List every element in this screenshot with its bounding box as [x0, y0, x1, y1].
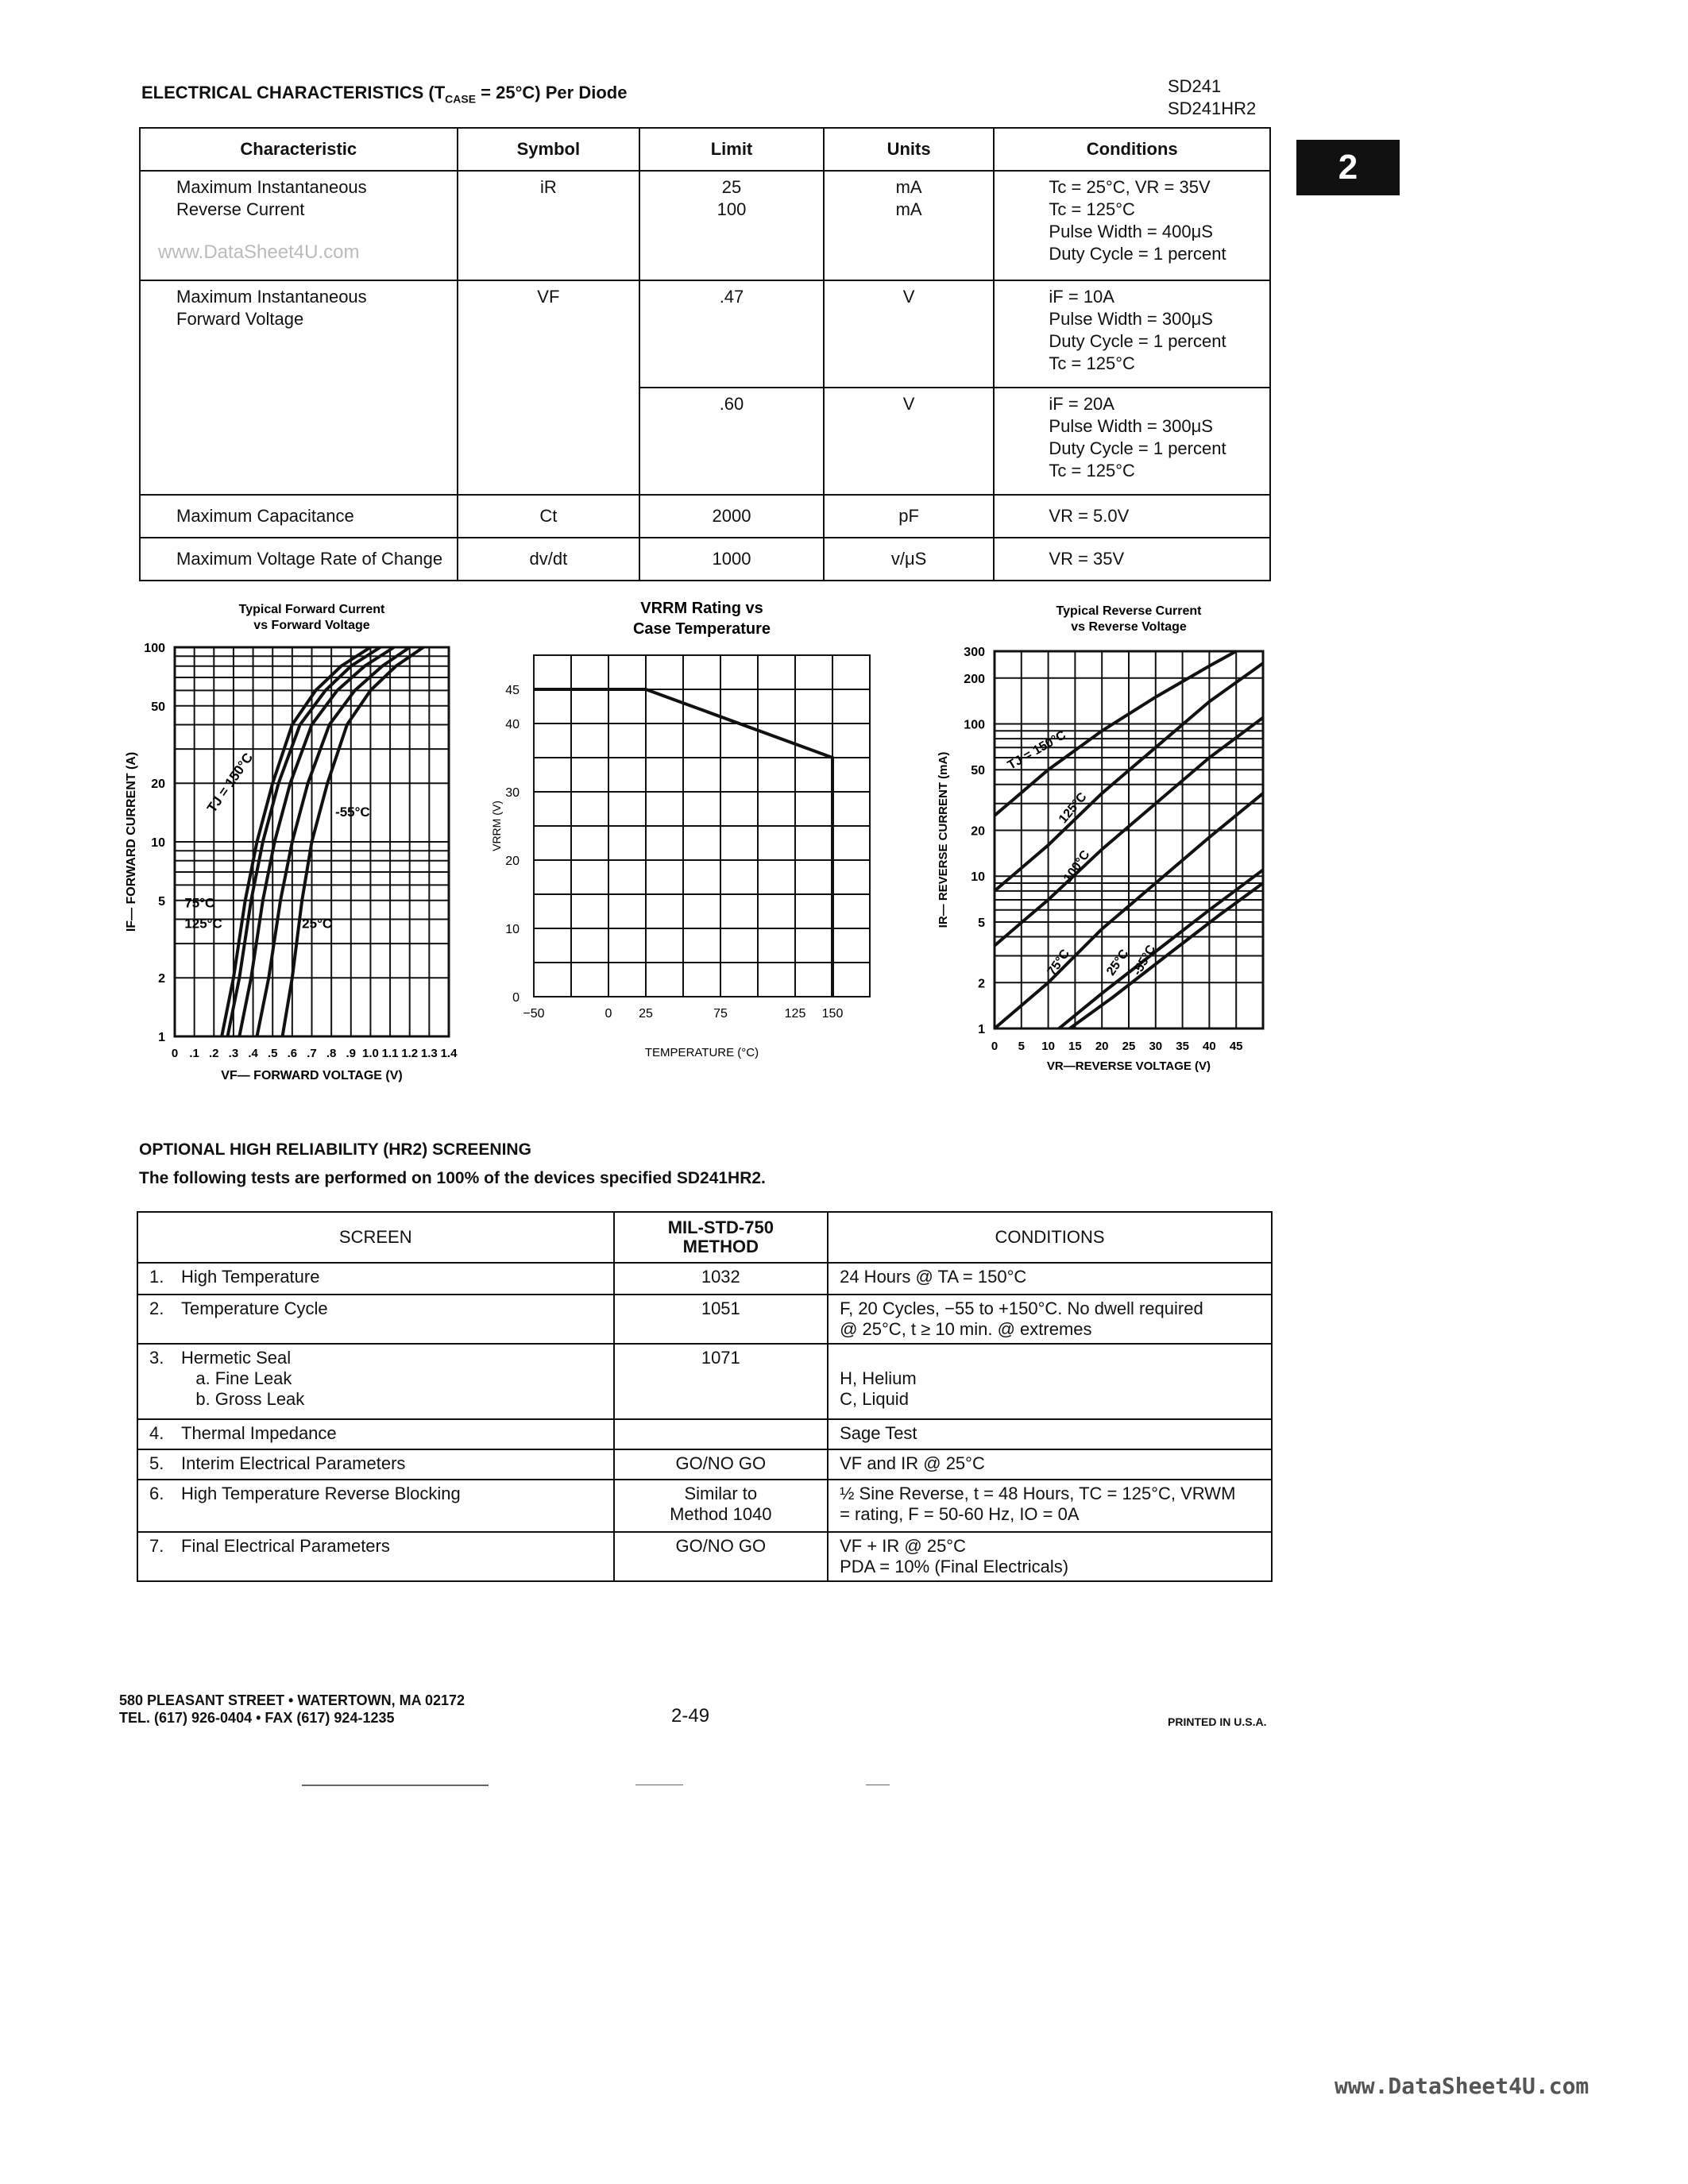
row-number: 7.: [149, 1536, 164, 1556]
x-tick-label: 15: [1068, 1040, 1082, 1053]
x-tick-label: 25: [1122, 1040, 1136, 1053]
cell-symbol: dv/dt: [458, 538, 640, 581]
cell-conditions: VF and IR @ 25°C: [828, 1449, 1272, 1480]
watermark-top: www.DataSheet4U.com: [158, 241, 360, 263]
y-tick-label: 40: [505, 718, 520, 731]
x-tick-label: 1.4: [440, 1047, 458, 1060]
forward-current-chart: [119, 596, 485, 1104]
cell-conditions: ½ Sine Reverse, t = 48 Hours, TC = 125°C, VRWM = rating, F = 50-60 Hz, IO = 0A: [828, 1480, 1272, 1532]
cell-conditions: Tc = 25°C, VR = 35V Tc = 125°C Pulse Width = 400μS Duty Cycle = 1 percent: [994, 171, 1270, 280]
x-tick-label: −50: [523, 1007, 545, 1021]
cell-conditions: 24 Hours @ TA = 150°C: [828, 1263, 1272, 1295]
table-row: [137, 1344, 1272, 1419]
cell-units: pF: [824, 495, 995, 538]
chart-title: Case Temperature: [632, 620, 771, 638]
cell-conditions: VR = 5.0V: [994, 495, 1270, 538]
curve-annotation: -55°C: [335, 805, 370, 820]
cell-limit: 2000: [639, 495, 824, 538]
table-row: [137, 1449, 1272, 1480]
chart-title: vs Reverse Voltage: [1071, 620, 1187, 634]
x-tick-label: 1.0: [361, 1047, 379, 1060]
y-tick-label: 2: [978, 977, 985, 991]
header-conditions: CONDITIONS: [828, 1212, 1272, 1263]
footer-address: 580 PLEASANT STREET • WATERTOWN, MA 02172: [119, 1692, 465, 1708]
table-row: [140, 280, 1270, 388]
bottom-rule: [302, 1785, 489, 1786]
x-tick-label: 0: [991, 1040, 999, 1053]
y-tick-label: 20: [971, 824, 985, 839]
x-tick-label: 20: [1095, 1040, 1109, 1053]
x-tick-label: 75: [713, 1007, 728, 1021]
x-tick-label: 25: [639, 1007, 653, 1021]
row-number: 2.: [149, 1298, 164, 1318]
y-tick-label: 200: [964, 672, 985, 686]
y-tick-label: 20: [151, 778, 165, 792]
y-tick-label: 50: [151, 700, 165, 714]
cell-method: GO/NO GO: [614, 1532, 829, 1581]
curve-annotation: 125°C: [1056, 790, 1090, 827]
x-tick-label: 30: [1149, 1040, 1163, 1053]
cell-limit: 1000: [639, 538, 824, 581]
cell-screen: [137, 1532, 614, 1581]
y-tick-label: 1: [978, 1023, 985, 1036]
cell-limit: .47: [639, 280, 824, 388]
part-numbers: [1168, 75, 1256, 120]
series-line: [995, 651, 1236, 816]
curve-annotation: TJ = 150°C: [203, 750, 257, 816]
curve-annotation: 25°C: [1104, 947, 1132, 978]
y-tick-label: 20: [505, 855, 520, 868]
row-number: 6.: [149, 1484, 164, 1503]
curve-annotation: 100°C: [1060, 847, 1093, 886]
vrrm-rating-chart: [485, 596, 898, 1128]
y-axis-label: VRRM (V): [490, 801, 503, 851]
chart-title: Typical Reverse Current: [1056, 604, 1202, 618]
cell-screen: [137, 1449, 614, 1480]
cell-symbol: VF: [458, 280, 640, 495]
row-number: 5.: [149, 1453, 164, 1473]
cell-conditions: iF = 20A Pulse Width = 300μS Duty Cycle = 1 percent Tc = 125°C: [994, 388, 1270, 495]
header-screen: SCREEN: [137, 1212, 614, 1263]
cell-method: 1032: [614, 1263, 829, 1295]
cell-method: GO/NO GO: [614, 1449, 829, 1480]
x-tick-label: .5: [267, 1047, 278, 1060]
table-row: [140, 495, 1270, 538]
header-method: MIL-STD-750 METHOD: [614, 1212, 829, 1263]
chart-title: Typical Forward Current: [238, 603, 385, 616]
chart-title: vs Forward Voltage: [253, 619, 370, 632]
curve-annotation: 125°C: [184, 916, 222, 932]
header-conditions: Conditions: [994, 128, 1270, 171]
x-axis-label: VR—REVERSE VOLTAGE (V): [1046, 1059, 1211, 1073]
x-axis-label: TEMPERATURE (°C): [644, 1046, 759, 1059]
cell-screen: [137, 1419, 614, 1449]
y-tick-label: 1: [158, 1031, 165, 1044]
cell-units: V: [824, 280, 995, 388]
row-number: 4.: [149, 1423, 164, 1443]
table-row: [137, 1419, 1272, 1449]
screening-table: [137, 1211, 1273, 1582]
electrical-characteristics-table: [139, 127, 1271, 581]
table-row: [140, 538, 1270, 581]
cell-characteristic: Maximum Capacitance: [140, 495, 458, 538]
cell-screen: [137, 1295, 614, 1344]
cell-units: mA mA: [824, 171, 995, 280]
part-number-2: SD241HR2: [1168, 98, 1257, 118]
y-axis-label: IR— REVERSE CURRENT (mA): [937, 751, 950, 928]
curve-annotation: -55°C: [1130, 943, 1159, 978]
printed-in-usa: PRINTED IN U.S.A.: [1168, 1715, 1267, 1728]
screen-name: High Temperature Reverse Blocking: [181, 1484, 461, 1503]
y-tick-label: 100: [964, 718, 985, 732]
page-number: 2-49: [671, 1705, 710, 1727]
cell-conditions: Sage Test: [828, 1419, 1272, 1449]
cell-symbol: Ct: [458, 495, 640, 538]
y-tick-label: 45: [505, 684, 520, 697]
x-tick-label: 1.3: [420, 1047, 438, 1060]
x-tick-label: 125: [784, 1007, 806, 1021]
cell-characteristic: Maximum Voltage Rate of Change: [140, 538, 458, 581]
table-row: [137, 1295, 1272, 1344]
header-symbol: Symbol: [458, 128, 640, 171]
cell-screen: [137, 1480, 614, 1532]
y-tick-label: 5: [978, 916, 985, 930]
part-number-1: SD241: [1168, 76, 1222, 96]
row-number: 1.: [149, 1267, 164, 1287]
y-tick-label: 50: [971, 764, 985, 778]
y-tick-label: 10: [971, 870, 985, 885]
x-axis-label: VF— FORWARD VOLTAGE (V): [221, 1069, 403, 1082]
row-number: 3.: [149, 1348, 164, 1368]
cell-method: [614, 1419, 829, 1449]
x-tick-label: 45: [1229, 1040, 1243, 1053]
cell-method: 1071: [614, 1344, 829, 1419]
cell-symbol: iR: [458, 171, 640, 280]
y-tick-label: 100: [144, 642, 165, 655]
footer-address-block: [119, 1692, 465, 1727]
y-tick-label: 5: [158, 894, 165, 909]
cell-conditions: VF + IR @ 25°C PDA = 10% (Final Electricals): [828, 1532, 1272, 1581]
section-tab: 2: [1296, 140, 1400, 195]
x-tick-label: 1.2: [401, 1047, 419, 1060]
curve-annotation: 75°C: [1045, 947, 1073, 978]
series-line: [1059, 870, 1263, 1028]
screening-subtitle: The following tests are performed on 100% of the devices specified SD241HR2.: [139, 1169, 766, 1187]
table-row: [137, 1263, 1272, 1295]
screen-name: Interim Electrical Parameters: [181, 1453, 406, 1473]
screen-name: Final Electrical Parameters: [181, 1536, 390, 1556]
cell-conditions: VR = 35V: [994, 538, 1270, 581]
cell-screen: [137, 1344, 614, 1419]
page-header-title: ELECTRICAL CHARACTERISTICS $(T_{CASE} = 25^\circ C)$ Per Diode: [141, 83, 628, 106]
x-tick-label: .6: [287, 1047, 298, 1060]
table-row: [140, 171, 1270, 280]
y-tick-label: 0: [512, 991, 520, 1005]
cell-conditions: H, Helium C, Liquid: [828, 1344, 1272, 1419]
curve-annotation: 25°C: [302, 916, 333, 932]
x-tick-label: .9: [346, 1047, 357, 1060]
curve-annotation: TJ = 150°C: [1005, 728, 1068, 773]
screen-name: Temperature Cycle: [181, 1298, 328, 1318]
y-tick-label: 30: [505, 786, 520, 800]
header-limit: Limit: [639, 128, 824, 171]
header-characteristic: Characteristic: [140, 128, 458, 171]
x-tick-label: .4: [248, 1047, 258, 1060]
cell-characteristic: Maximum Instantaneous Forward Voltage: [140, 280, 458, 495]
table-header-row: [140, 128, 1270, 171]
y-tick-label: 2: [158, 972, 165, 986]
chart-title: VRRM Rating vs: [640, 600, 763, 617]
cell-units: v/μS: [824, 538, 995, 581]
y-tick-label: 10: [505, 923, 520, 936]
x-tick-label: 0: [171, 1047, 179, 1060]
x-tick-label: .2: [209, 1047, 219, 1060]
screen-name: High Temperature: [181, 1267, 320, 1287]
x-tick-label: .1: [189, 1047, 199, 1060]
watermark-bottom: www.DataSheet4U.com: [1335, 2073, 1590, 2099]
x-tick-label: 1.1: [381, 1047, 399, 1060]
y-axis-label: IF— FORWARD CURRENT (A): [125, 751, 138, 932]
x-tick-label: .7: [307, 1047, 317, 1060]
screen-name: Hermetic Seal a. Fine Leak b. Gross Leak: [181, 1348, 305, 1409]
table-row: [137, 1480, 1272, 1532]
screen-name: Thermal Impedance: [181, 1423, 337, 1443]
screening-title: OPTIONAL HIGH RELIABILITY (HR2) SCREENING: [139, 1140, 531, 1159]
reverse-current-chart: [929, 596, 1279, 1088]
cell-limit: 25 100: [639, 171, 824, 280]
x-tick-label: 5: [1018, 1040, 1025, 1053]
table-row: [137, 1532, 1272, 1581]
cell-conditions: F, 20 Cycles, −55 to +150°C. No dwell required @ 25°C, t ≥ 10 min. @ extremes: [828, 1295, 1272, 1344]
x-tick-label: 35: [1176, 1040, 1189, 1053]
x-tick-label: 150: [821, 1007, 844, 1021]
cell-conditions: iF = 10A Pulse Width = 300μS Duty Cycle = 1 percent Tc = 125°C: [994, 280, 1270, 388]
header-units: Units: [824, 128, 995, 171]
x-tick-label: .3: [228, 1047, 239, 1060]
cell-limit: .60: [639, 388, 824, 495]
cell-characteristic: Maximum Instantaneous Reverse Current: [176, 177, 367, 219]
cell-method: 1051: [614, 1295, 829, 1344]
curve-annotation: 75°C: [184, 895, 215, 911]
y-tick-label: 300: [964, 646, 985, 659]
table-header-row: [137, 1212, 1272, 1263]
cell-units: V: [824, 388, 995, 495]
cell-method: Similar to Method 1040: [614, 1480, 829, 1532]
x-tick-label: 40: [1203, 1040, 1216, 1053]
y-tick-label: 10: [151, 836, 165, 850]
x-tick-label: 10: [1041, 1040, 1055, 1053]
x-tick-label: .8: [326, 1047, 337, 1060]
cell-screen: [137, 1263, 614, 1295]
x-tick-label: 0: [605, 1007, 612, 1021]
footer-phone: TEL. (617) 926-0404 • FAX (617) 924-1235: [119, 1710, 395, 1726]
